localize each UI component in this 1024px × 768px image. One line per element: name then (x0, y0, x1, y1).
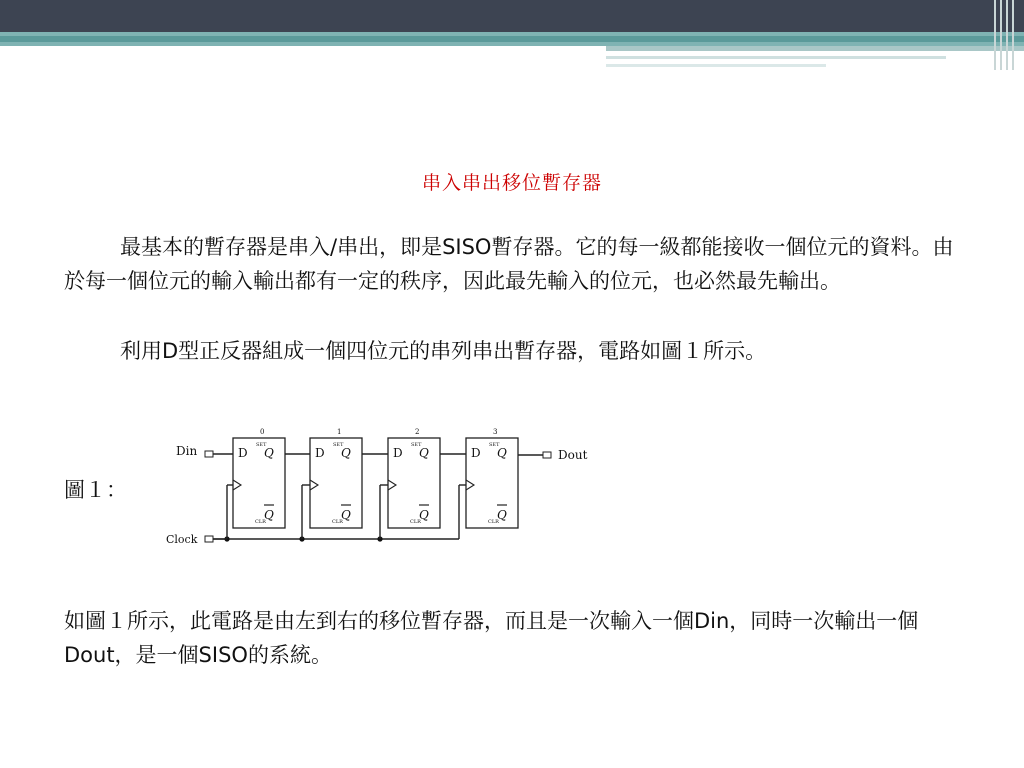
svg-text:D: D (393, 446, 403, 460)
slide-title: 串入串出移位暫存器 (421, 172, 602, 194)
svg-text:CLR: CLR (488, 519, 499, 525)
header-vertical-line (1012, 0, 1014, 70)
svg-text:CLR: CLR (410, 519, 421, 525)
svg-text:Q: Q (497, 446, 507, 460)
header-vertical-line (1006, 0, 1008, 70)
stage-number: 1 (337, 428, 342, 436)
svg-text:SET: SET (333, 442, 344, 448)
shift-register-diagram (160, 424, 600, 554)
header-teal-stripe (0, 36, 1024, 42)
svg-text:CLR: CLR (332, 519, 343, 525)
svg-text:SET: SET (489, 442, 500, 448)
din-terminal (205, 451, 213, 457)
din-label: Din (176, 444, 198, 458)
stage-number: 3 (493, 428, 498, 436)
svg-text:Q: Q (341, 508, 351, 522)
paragraph-circuit-desc (64, 334, 968, 368)
svg-text:Q: Q (341, 446, 351, 460)
stage-number: 2 (415, 428, 420, 436)
dout-label: Dout (558, 448, 588, 462)
svg-text:D: D (315, 446, 325, 460)
paragraph-conclusion: 如圖１所示，此電路是由左到右的移位暫存器，而且是一次輸入一個Din，同時一次輸出一個Dout，是一個SISO的系統。 (64, 609, 919, 667)
svg-text:SET: SET (256, 442, 267, 448)
svg-text:D: D (471, 446, 481, 460)
svg-text:Q: Q (419, 446, 429, 460)
flip-flop-0 (233, 428, 285, 528)
svg-text:SET: SET (411, 442, 422, 448)
svg-text:Q: Q (264, 508, 274, 522)
flip-flop-1 (310, 428, 362, 528)
clock-terminal (205, 536, 213, 542)
flip-flop-3 (466, 428, 518, 528)
svg-text:CLR: CLR (255, 519, 266, 525)
header-rule (606, 46, 1024, 51)
svg-text:Q: Q (419, 508, 429, 522)
header-vertical-line (1000, 0, 1002, 70)
figure-label: 圖１： (64, 478, 127, 502)
paragraph-intro-text: 最基本的暫存器是串入/串出，即是SISO暫存器。它的每一級都能接收一個位元的資料。由於每一個位元的輸入輸出都有一定的秩序，因此最先輸入的位元，也必然最先輸出。 (64, 235, 954, 293)
paragraph-intro (64, 230, 968, 298)
clock-label: Clock (166, 533, 198, 546)
svg-text:Q: Q (264, 446, 274, 460)
header-rule (606, 64, 826, 67)
header-rule (606, 56, 946, 59)
svg-text:Q: Q (497, 508, 507, 522)
svg-text:D: D (238, 446, 248, 460)
stage-number: 0 (260, 428, 265, 436)
header-vertical-line (994, 0, 996, 70)
flip-flop-2 (388, 428, 440, 528)
header-dark-bar (0, 0, 1024, 32)
dout-terminal (543, 452, 551, 458)
paragraph-circuit-text: 利用D型正反器組成一個四位元的串列串出暫存器，電路如圖１所示。 (120, 339, 767, 363)
